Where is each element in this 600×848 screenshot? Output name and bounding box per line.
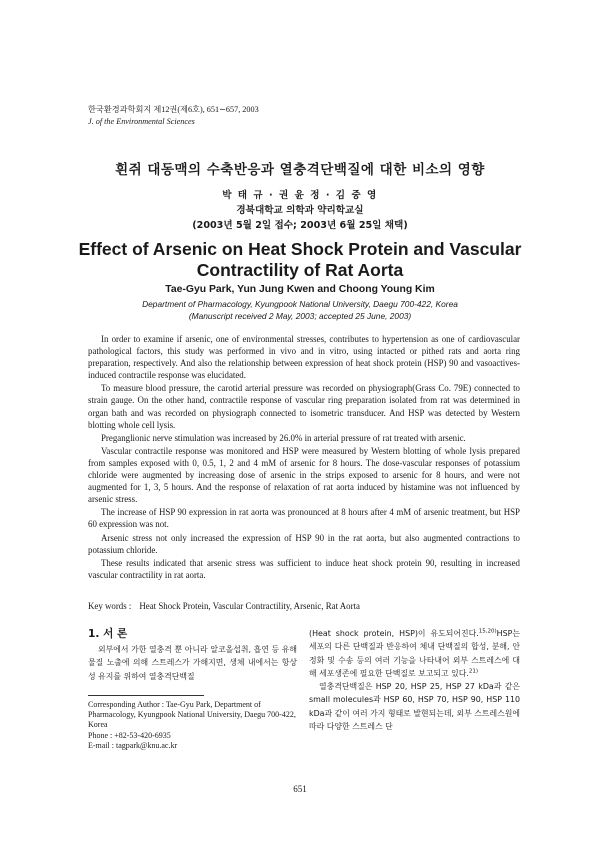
abstract-paragraph: The increase of HSP 90 expression in rat aorta was pronounced at 8 hours after 4 mM of arsenic treatment, but HSP 60 expression was not. — [88, 507, 520, 530]
intro-paragraph-right-2: 열충격단백질은 HSP 20, HSP 25, HSP 27 kDa과 같은 small molecules과 HSP 60, HSP 70, HSP 90, HSP 110 kDa과 같이 여러 가지 형태로 발현되는데, 외부 스트레스원에 따라 다양한 스트레스 단 — [309, 682, 520, 732]
corresponding-author: Corresponding Author : Tae-Gyu Park, Department of Pharmacology, Kyungpook National University, Daegu 700-422, Korea — [88, 699, 296, 730]
authors-english: Tae-Gyu Park, Yun Jung Kwen and Choong Young Kim — [165, 284, 435, 295]
abstract-paragraph: Arsenic stress not only increased the expression of HSP 90 in the rat aorta, but also augmented contractions to potassium chloride. — [88, 532, 520, 555]
section-heading-introduction: 1. 서 론 — [88, 628, 128, 640]
corresponding-phone: Phone : +82-53-420-6935 — [88, 730, 171, 740]
journal-header — [88, 104, 259, 128]
keywords-label: Key words : — [88, 601, 132, 611]
keywords — [88, 600, 520, 612]
affiliation-english-block — [0, 299, 600, 322]
abstract-paragraph: Vascular contractile response was monitored and HSP were measured by Western blotting of whole lysis prepared from samples exposed with 0, 0.5, 1, 2 and 4 mM of arsenic for 8 hours. The dose-vascular responses of potassium chloride were augmented by increasing dose of arsenic in the strips exposed to arsenic for 8 hours, and were not augmented for 1, 3, 5 hours. And the response of relaxation of rat aorta induced by histamine was not influenced by arsenic stress. — [88, 445, 520, 505]
intro-paragraph-right-1 — [309, 627, 520, 680]
intro-text-b: HSP는 세포의 다른 단백질과 반응하여 체내 단백질의 합성, 분해, 안정화 및 수송 등의 여러 기능을 나타내어 외부 스트레스에 대해 세포생존에 필요한 단백질로 보고되고 있다. — [309, 629, 520, 678]
title-english — [0, 239, 600, 281]
journal-name-en: J. of the Environmental Sciences — [88, 117, 195, 126]
affiliation-english: Department of Pharmacology, Kyungpook National University, Daegu 700-422, Korea — [142, 299, 458, 309]
corresponding-email: E-mail : tagpark@knu.ac.kr — [88, 740, 178, 750]
intro-paragraph-left: 외부에서 가한 열충격 뿐 아니라 알코올섭취, 흡연 등 유해물질 노출에 의해 스트레스가 가해지면, 생체 내에서는 항상성 유지를 위하여 열충격단백질 — [88, 645, 297, 681]
page-number: 651 — [293, 784, 307, 794]
keywords-text: Heat Shock Protein, Vascular Contractility, Arsenic, Rat Aorta — [139, 601, 360, 611]
journal-citation-kr: 한국환경과학회지 제12권(제6호), 651∼657, 2003 — [88, 105, 259, 114]
affiliation-korean: 경북대학교 의학과 약리학교실 — [236, 205, 364, 216]
citation-ref: 21) — [468, 668, 479, 675]
abstract-paragraph: Preganglionic nerve stimulation was increased by 26.0% in arterial pressure of rat treated with arsenic. — [101, 432, 466, 443]
received-date-english: (Manuscript received 2 May, 2003; accepted 25 June, 2003) — [188, 310, 412, 321]
abstract-paragraph: These results indicated that arsenic stress was sufficient to induce heat shock protein 90, resulting in increased vascular contractility in rat aorta. — [88, 557, 520, 580]
left-column — [88, 627, 297, 751]
title-english-line1: Effect of Arsenic on Heat Shock Protein and Vascular — [78, 239, 522, 259]
abstract-paragraph: In order to examine if arsenic, one of environmental stresses, contributes to hypertension as one of cardiovascular pathological factors, this study was performed in vivo and in vitro, using intacted or pithed rats and aorta ring preparation, respectively. And also the relationship between expression of heat shock protein (HSP) 90 and vasoactives-induced contractile response was elucidated. — [88, 334, 520, 381]
title-english-line2: Contractility of Rat Aorta — [196, 260, 404, 280]
abstract-paragraph: To measure blood pressure, the carotid arterial pressure was recorded on physiograph(Grass Co. 79E) connected to strain gauge. On the other hand, contractile response of vascular ring preparation isolated from rat was determined in organ bath and was recorded on physiograph connected to isometric transducer. And HSP was detected by Western blotting whole cell lysis. — [88, 383, 520, 430]
footnote-rule — [88, 695, 204, 696]
corresponding-author-block — [88, 700, 297, 751]
authors-korean: 박 태 규 · 권 윤 정 · 김 중 영 — [222, 190, 378, 201]
intro-text-a: (Heat shock protein, HSP)이 유도되어진다. — [309, 629, 479, 638]
title-korean: 흰쥐 대동맥의 수축반응과 열충격단백질에 대한 비소의 영향 — [115, 162, 485, 178]
right-column — [309, 627, 520, 733]
received-date-korean: (2003년 5월 2일 접수; 2003년 6월 25일 채택) — [192, 220, 408, 231]
abstract — [88, 333, 520, 581]
citation-ref: 15,20) — [478, 628, 497, 635]
